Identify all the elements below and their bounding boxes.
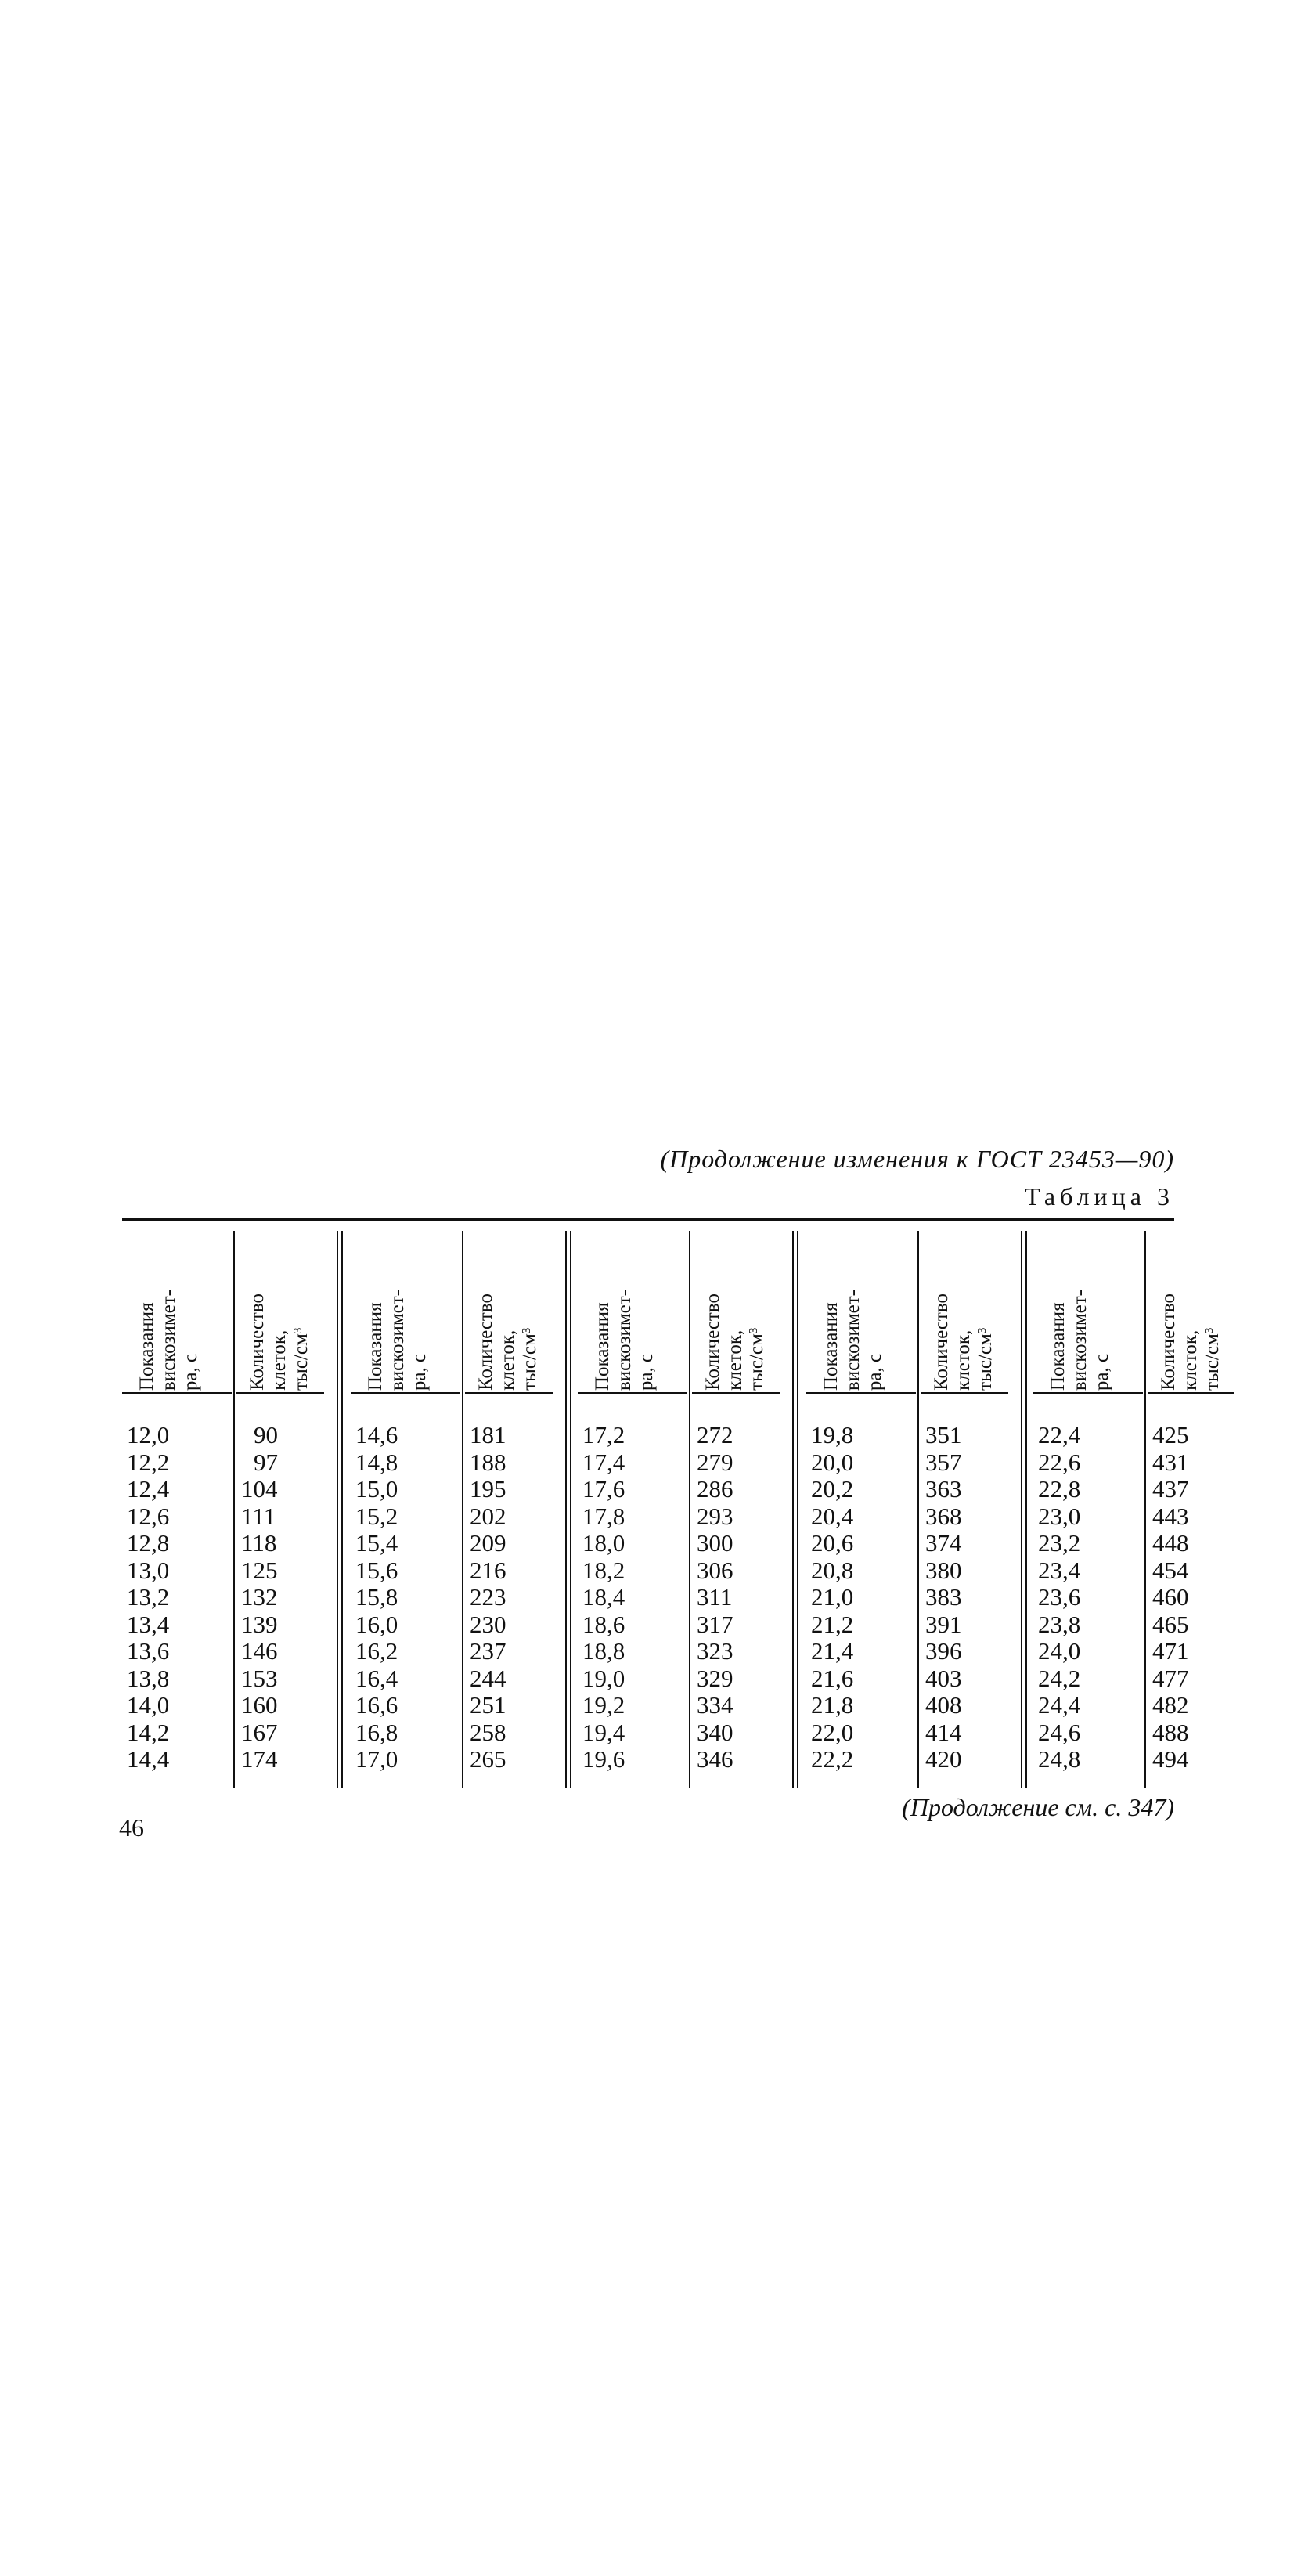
- header-rule: [1148, 1392, 1234, 1394]
- count-cell: 368: [925, 1502, 962, 1530]
- reading-cell: 18,0: [582, 1529, 625, 1557]
- reading-cell: 13,4: [127, 1610, 170, 1638]
- reading-column: [1038, 1422, 1132, 1773]
- header-rule: [351, 1392, 460, 1394]
- group-divider: [797, 1231, 798, 1788]
- count-cell: 414: [925, 1718, 962, 1746]
- reading-cell: 17,2: [582, 1421, 625, 1449]
- count-cell: 403: [925, 1664, 962, 1692]
- count-cell: 286: [697, 1475, 733, 1503]
- header-rule: [578, 1392, 687, 1394]
- col-reading-header-label: Показания вискозимет- ра, с: [136, 1289, 201, 1391]
- continuation-title: (Продолжение изменения к ГОСТ 23453—90): [660, 1145, 1174, 1173]
- reading-cell: 13,2: [127, 1583, 170, 1611]
- reading-cell: 13,8: [127, 1664, 170, 1692]
- reading-cell: 20,4: [811, 1502, 854, 1530]
- reading-cell: 12,0: [127, 1421, 170, 1449]
- count-cell: 230: [470, 1610, 506, 1638]
- reading-cell: 22,6: [1038, 1448, 1081, 1476]
- reading-cell: 20,2: [811, 1475, 854, 1503]
- count-cell: 391: [925, 1610, 962, 1638]
- reading-cell: 19,8: [811, 1421, 854, 1449]
- col-reading-header: [1033, 1226, 1127, 1391]
- reading-cell: 24,6: [1038, 1718, 1081, 1746]
- reading-cell: 15,2: [355, 1502, 398, 1530]
- count-cell: 454: [1152, 1556, 1189, 1584]
- reading-cell: 14,8: [355, 1448, 398, 1476]
- count-cell: 363: [925, 1475, 962, 1503]
- reading-cell: 18,6: [582, 1610, 625, 1638]
- group-divider: [337, 1231, 338, 1788]
- group-divider: [1021, 1231, 1022, 1788]
- count-cell: 167: [241, 1718, 278, 1746]
- reading-cell: 17,4: [582, 1448, 625, 1476]
- reading-column: [582, 1422, 676, 1773]
- count-column: [1152, 1422, 1215, 1773]
- col-count-header-label: Количество клеток, тыс/см³: [1158, 1293, 1223, 1391]
- reading-cell: 15,4: [355, 1529, 398, 1557]
- reading-cell: 24,4: [1038, 1691, 1081, 1719]
- group-divider: [565, 1231, 567, 1788]
- reading-cell: 18,2: [582, 1556, 625, 1584]
- group-divider: [341, 1231, 343, 1788]
- count-cell: 431: [1152, 1448, 1189, 1476]
- page-number: 46: [119, 1813, 144, 1842]
- count-cell: 334: [697, 1691, 733, 1719]
- col-reading-header: [806, 1226, 900, 1391]
- count-cell: 317: [697, 1610, 733, 1638]
- table-caption: Таблица 3: [1025, 1182, 1174, 1210]
- count-cell: 396: [925, 1637, 962, 1665]
- reading-cell: 13,0: [127, 1556, 170, 1584]
- column-divider: [689, 1231, 690, 1788]
- reading-cell: 12,6: [127, 1502, 170, 1530]
- reading-cell: 22,8: [1038, 1475, 1081, 1503]
- reading-cell: 15,6: [355, 1556, 398, 1584]
- reading-cell: 23,8: [1038, 1610, 1081, 1638]
- count-cell: 471: [1152, 1637, 1189, 1665]
- count-cell: 118: [241, 1529, 277, 1557]
- count-cell: 251: [470, 1691, 506, 1719]
- col-count-header: [465, 1226, 551, 1391]
- column-divider: [233, 1231, 235, 1788]
- reading-cell: 15,0: [355, 1475, 398, 1503]
- reading-cell: 20,6: [811, 1529, 854, 1557]
- header-rule: [692, 1392, 780, 1394]
- col-count-header-label: Количество клеток, тыс/см³: [475, 1293, 540, 1391]
- table-top-rule: [122, 1218, 1174, 1221]
- reading-cell: 15,8: [355, 1583, 398, 1611]
- reading-cell: 16,2: [355, 1637, 398, 1665]
- count-cell: 293: [697, 1502, 733, 1530]
- count-cell: 223: [470, 1583, 506, 1611]
- reading-column: [811, 1422, 905, 1773]
- header-rule: [236, 1392, 324, 1394]
- reading-column: [127, 1422, 221, 1773]
- col-reading-header: [578, 1226, 672, 1391]
- count-cell: 90: [254, 1421, 278, 1449]
- count-cell: 195: [470, 1475, 506, 1503]
- count-cell: 272: [697, 1421, 733, 1449]
- reading-cell: 21,2: [811, 1610, 854, 1638]
- col-reading-header: [351, 1226, 445, 1391]
- reading-cell: 16,6: [355, 1691, 398, 1719]
- reading-cell: 19,4: [582, 1718, 625, 1746]
- reading-cell: 23,2: [1038, 1529, 1081, 1557]
- col-count-header-label: Количество клеток, тыс/см³: [931, 1293, 996, 1391]
- col-count-header-label: Количество клеток, тыс/см³: [702, 1293, 767, 1391]
- col-reading-header-label: Показания вискозимет- ра, с: [1047, 1289, 1112, 1391]
- count-cell: 323: [697, 1637, 733, 1665]
- reading-cell: 20,8: [811, 1556, 854, 1584]
- count-cell: 104: [241, 1475, 278, 1503]
- reading-cell: 21,4: [811, 1637, 854, 1665]
- reading-cell: 13,6: [127, 1637, 170, 1665]
- count-cell: 202: [470, 1502, 506, 1530]
- count-cell: 465: [1152, 1610, 1189, 1638]
- count-cell: 306: [697, 1556, 733, 1584]
- count-cell: 494: [1152, 1745, 1189, 1773]
- count-cell: 425: [1152, 1421, 1189, 1449]
- reading-cell: 14,6: [355, 1421, 398, 1449]
- table-group-4: [806, 1226, 1033, 2576]
- header-rule: [122, 1392, 232, 1394]
- reading-column: [355, 1422, 449, 1773]
- reading-cell: 24,0: [1038, 1637, 1081, 1665]
- count-cell: 258: [470, 1718, 506, 1746]
- col-count-header: [1148, 1226, 1234, 1391]
- col-count-header: [921, 1226, 1007, 1391]
- reading-cell: 24,8: [1038, 1745, 1081, 1773]
- count-cell: 482: [1152, 1691, 1189, 1719]
- count-cell: 279: [697, 1448, 733, 1476]
- group-divider: [1025, 1231, 1027, 1788]
- header-rule: [921, 1392, 1008, 1394]
- reading-cell: 16,8: [355, 1718, 398, 1746]
- count-cell: 383: [925, 1583, 962, 1611]
- reading-cell: 19,2: [582, 1691, 625, 1719]
- count-cell: 125: [241, 1556, 278, 1584]
- count-cell: 340: [697, 1718, 733, 1746]
- column-divider: [917, 1231, 919, 1788]
- reading-cell: 23,0: [1038, 1502, 1081, 1530]
- table-group-3: [578, 1226, 805, 2576]
- count-cell: 216: [470, 1556, 506, 1584]
- reading-cell: 17,0: [355, 1745, 398, 1773]
- count-cell: 132: [241, 1583, 278, 1611]
- count-cell: 160: [241, 1691, 278, 1719]
- count-cell: 448: [1152, 1529, 1189, 1557]
- group-divider: [570, 1231, 571, 1788]
- count-cell: 420: [925, 1745, 962, 1773]
- header-rule: [1033, 1392, 1143, 1394]
- continue-note: (Продолжение см. с. 347): [902, 1793, 1174, 1821]
- reading-cell: 17,6: [582, 1475, 625, 1503]
- reading-cell: 12,4: [127, 1475, 170, 1503]
- count-cell: 181: [470, 1421, 506, 1449]
- col-reading-header-label: Показания вискозимет- ра, с: [592, 1289, 657, 1391]
- count-column: [925, 1422, 988, 1773]
- reading-cell: 22,2: [811, 1745, 854, 1773]
- count-cell: 443: [1152, 1502, 1189, 1530]
- count-cell: 111: [241, 1502, 276, 1530]
- col-reading-header-label: Показания вискозимет- ра, с: [820, 1289, 885, 1391]
- table-group-5: [1033, 1226, 1223, 2576]
- count-cell: 139: [241, 1610, 278, 1638]
- reading-cell: 16,0: [355, 1610, 398, 1638]
- col-count-header: [692, 1226, 778, 1391]
- reading-cell: 14,0: [127, 1691, 170, 1719]
- reading-cell: 17,8: [582, 1502, 625, 1530]
- col-reading-header: [122, 1226, 216, 1391]
- reading-cell: 21,6: [811, 1664, 854, 1692]
- table-group-1: [122, 1226, 349, 2576]
- reading-cell: 14,4: [127, 1745, 170, 1773]
- count-cell: 311: [697, 1583, 733, 1611]
- count-cell: 437: [1152, 1475, 1189, 1503]
- col-count-header-label: Количество клеток, тыс/см³: [247, 1293, 312, 1391]
- count-cell: 357: [925, 1448, 962, 1476]
- count-cell: 329: [697, 1664, 733, 1692]
- reading-cell: 18,4: [582, 1583, 625, 1611]
- col-count-header: [236, 1226, 323, 1391]
- count-cell: 346: [697, 1745, 733, 1773]
- count-cell: 209: [470, 1529, 506, 1557]
- group-divider: [792, 1231, 794, 1788]
- count-cell: 488: [1152, 1718, 1189, 1746]
- header-rule: [806, 1392, 916, 1394]
- count-cell: 97: [254, 1448, 278, 1476]
- count-cell: 153: [241, 1664, 278, 1692]
- count-column: [241, 1422, 304, 1773]
- reading-cell: 23,4: [1038, 1556, 1081, 1584]
- reading-cell: 19,6: [582, 1745, 625, 1773]
- count-cell: 380: [925, 1556, 962, 1584]
- table-group-2: [351, 1226, 578, 2576]
- count-cell: 244: [470, 1664, 506, 1692]
- reading-cell: 22,4: [1038, 1421, 1081, 1449]
- column-divider: [1144, 1231, 1146, 1788]
- count-cell: 188: [470, 1448, 506, 1476]
- reading-cell: 12,2: [127, 1448, 170, 1476]
- count-cell: 351: [925, 1421, 962, 1449]
- count-cell: 174: [241, 1745, 278, 1773]
- reading-cell: 21,0: [811, 1583, 854, 1611]
- reading-cell: 14,2: [127, 1718, 170, 1746]
- reading-cell: 21,8: [811, 1691, 854, 1719]
- reading-cell: 23,6: [1038, 1583, 1081, 1611]
- count-cell: 146: [241, 1637, 278, 1665]
- count-cell: 374: [925, 1529, 962, 1557]
- reading-cell: 12,8: [127, 1529, 170, 1557]
- count-cell: 460: [1152, 1583, 1189, 1611]
- reading-cell: 24,2: [1038, 1664, 1081, 1692]
- column-divider: [462, 1231, 463, 1788]
- count-cell: 408: [925, 1691, 962, 1719]
- count-cell: 237: [470, 1637, 506, 1665]
- count-cell: 477: [1152, 1664, 1189, 1692]
- count-cell: 300: [697, 1529, 733, 1557]
- count-column: [697, 1422, 759, 1773]
- reading-cell: 16,4: [355, 1664, 398, 1692]
- col-reading-header-label: Показания вискозимет- ра, с: [365, 1289, 430, 1391]
- count-column: [470, 1422, 532, 1773]
- reading-cell: 20,0: [811, 1448, 854, 1476]
- count-cell: 265: [470, 1745, 506, 1773]
- reading-cell: 19,0: [582, 1664, 625, 1692]
- reading-cell: 22,0: [811, 1718, 854, 1746]
- reading-cell: 18,8: [582, 1637, 625, 1665]
- header-rule: [465, 1392, 553, 1394]
